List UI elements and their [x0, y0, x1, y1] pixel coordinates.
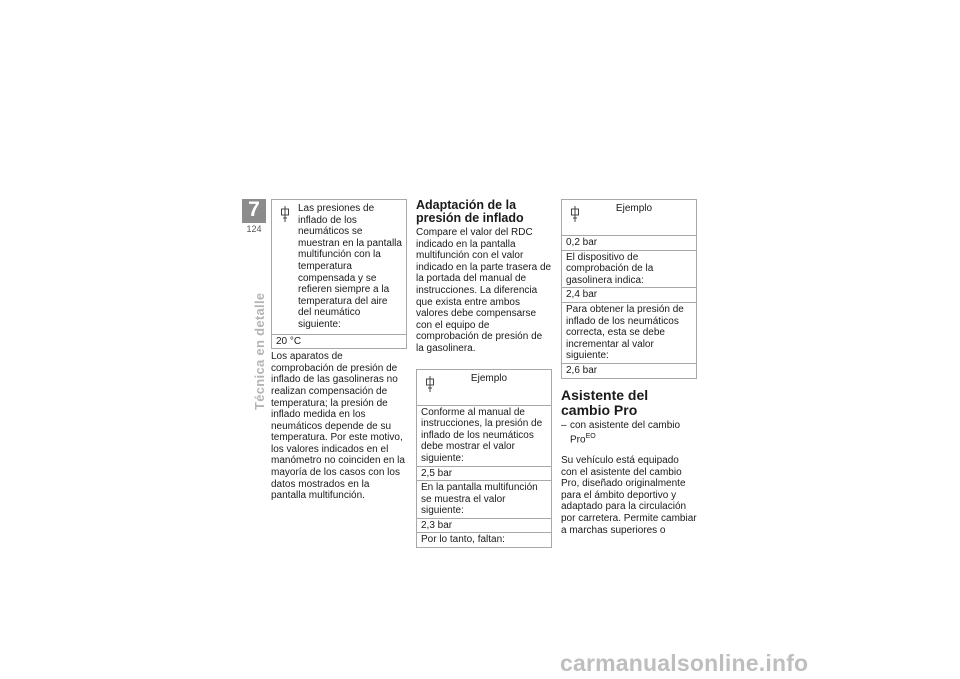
note-header — [272, 200, 406, 334]
chapter-tab — [242, 199, 266, 236]
chapter-number: 7 — [248, 198, 260, 221]
watermark: carmanualsonline.info — [560, 650, 809, 676]
column-2 — [416, 199, 552, 548]
example-icon — [425, 376, 435, 392]
paragraph-shift-assistant: Su vehículo está equipado con el asistente del cambio Pro, diseñado originalmente para el ámbito deportivo y adaptado para la circulación por carretera. Permite cambiar a marchas superiores o — [561, 455, 697, 536]
example-row: 0,2 bar — [562, 235, 696, 250]
column-1 — [271, 199, 407, 502]
bullet-dash: – — [561, 419, 567, 431]
example-title: Ejemplo — [470, 372, 508, 384]
note-box — [271, 199, 407, 349]
example-box-1 — [416, 369, 552, 549]
example-row: Conforme al manual de instrucciones, la presión de inflado de los neumáticos debe mostrar el valor siguiente: — [417, 405, 551, 466]
example-row: 2,5 bar — [417, 466, 551, 481]
example-row: Por lo tanto, faltan: — [417, 532, 551, 547]
example-row: Para obtener la presión de inflado de los neumáticos correcta, esta se debe incrementar al valor siguiente: — [562, 302, 696, 363]
paragraph-rdc-compare: Compare el valor del RDC indicado en la pantalla multifunción con el valor indicado en la parte trasera de la portada del manual de instrucciones. La diferencia que exista entre ambos valores debe compensarse con el equipo de comprobación de presión de la gasolinera. — [416, 227, 552, 354]
bullet-item — [561, 420, 697, 447]
example-icon — [570, 206, 580, 222]
note-icon — [280, 206, 290, 222]
example-row: 2,4 bar — [562, 287, 696, 302]
section-title: Técnica en detalle — [252, 292, 267, 410]
column-3 — [561, 199, 697, 536]
example-title: Ejemplo — [615, 203, 653, 214]
note-text: Las presiones de inflado de los neumáticos se muestran en la pantalla multifunción con la temperatura compensada y se refieren siempre a la temperatura del aire del neumático siguiente: — [298, 203, 402, 330]
example-header — [562, 200, 696, 235]
example-box-2 — [561, 199, 697, 379]
example-row: En la pantalla multifunción se muestra el valor siguiente: — [417, 480, 551, 518]
example-row: El dispositivo de comprobación de la gasolinera indica: — [562, 250, 696, 288]
bullet-superscript: EO — [585, 433, 596, 441]
heading-pressure-adaptation: Adaptación de la presión de inflado — [416, 198, 524, 225]
bullet-text: con asistente del cambio Pro — [570, 419, 681, 446]
bullet-text-wrap — [570, 420, 697, 447]
example-row: 2,6 bar — [562, 363, 696, 378]
page-number: 124 — [242, 221, 266, 236]
paragraph-tyre-gauges: Los aparatos de comprobación de presión de inflado de las gasolineras no realizan compensación de temperatura; la presión de inflado medida en los neumáticos depende de su temperatura. Por este motivo, los valores indicados en el manómetro no coinciden en la mayoría de los casos con los datos mostrados en la pantalla multifunción. — [271, 351, 405, 502]
heading-shift-assistant: Asistente del cambio Pro — [561, 386, 649, 418]
example-row: 2,3 bar — [417, 518, 551, 533]
note-value: 20 °C — [272, 334, 406, 349]
example-header — [417, 370, 551, 405]
